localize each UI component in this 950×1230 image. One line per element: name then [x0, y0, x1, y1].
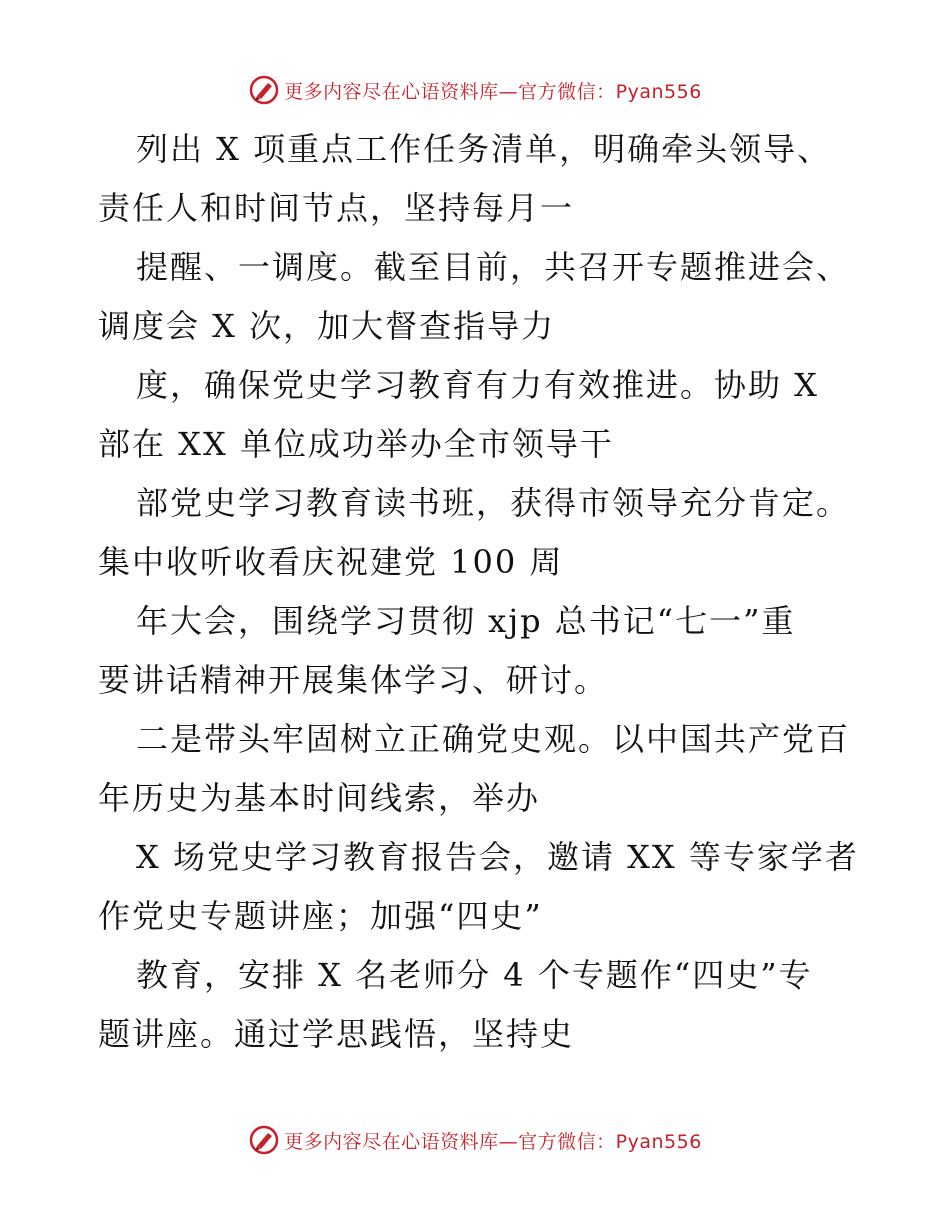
text-line: 部党史学习教育读书班，获得市领导充分肯定。 [136, 484, 851, 522]
text-line: 年历史为基本时间线索，举办 [98, 779, 541, 817]
text-line: 度，确保党史学习教育有力有效推进。协助 X [136, 366, 819, 404]
text-line: 集中收听收看庆祝建党 100 周 [98, 543, 564, 581]
text-line: 二是带头牢固树立正确党史观。以中国共产党百 [136, 720, 851, 758]
header-banner-text: 更多内容尽在心语资料库—官方微信：Pyan556 [284, 80, 702, 103]
footer-banner-text: 更多内容尽在心语资料库—官方微信：Pyan556 [284, 1130, 702, 1153]
pen-logo-icon [248, 1124, 280, 1156]
text-line: 责任人和时间节点，坚持每月一 [98, 189, 575, 227]
text-line: 题讲座。通过学思践悟，坚持史 [98, 1015, 575, 1053]
text-line: 作党史专题讲座；加强“四史” [98, 897, 543, 935]
pen-logo-icon [248, 74, 280, 106]
footer-banner [0, 1120, 950, 1160]
text-line: 提醒、一调度。截至目前，共召开专题推进会、 [136, 248, 851, 286]
text-line: 调度会 X 次，加大督查指导力 [98, 307, 556, 345]
document-body [98, 120, 858, 1064]
text-line: X 场党史学习教育报告会，邀请 XX 等专家学者 [136, 838, 859, 876]
text-line: 教育，安排 X 名老师分 4 个专题作“四史”专 [136, 956, 813, 994]
text-line: 年大会，围绕学习贯彻 xjp 总书记“七一”重 [136, 602, 796, 640]
text-line: 要讲话精神开展集体学习、研讨。 [98, 661, 609, 699]
header-banner [0, 70, 950, 110]
text-line: 部在 XX 单位成功举办全市领导干 [98, 425, 614, 463]
text-line: 列出 X 项重点工作任务清单，明确牵头领导、 [136, 130, 832, 168]
